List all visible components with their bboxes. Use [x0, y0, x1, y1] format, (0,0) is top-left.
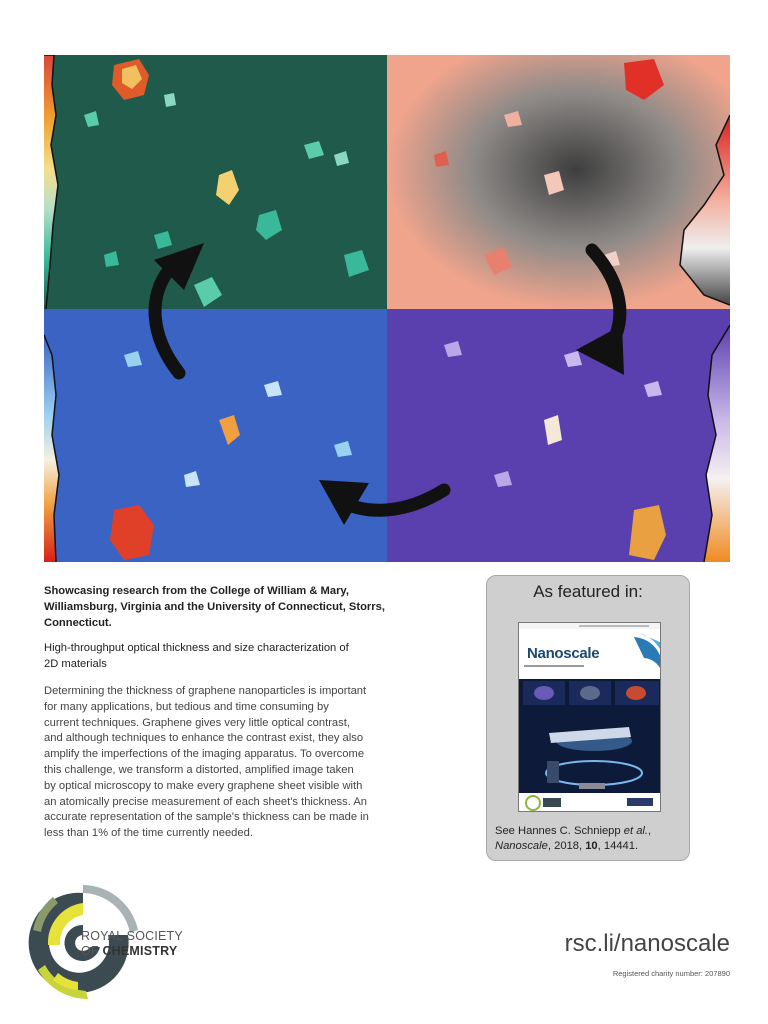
- citation: [495, 824, 685, 854]
- citation-etal: et al.: [623, 825, 649, 837]
- abstract-line: an atomically precise measurement of each sheet's thickness. An: [44, 795, 368, 808]
- citation-pages: , 14441.: [597, 840, 639, 852]
- abstract-line: this challenge, we transform a distorted, amplified image taken: [44, 763, 354, 776]
- abstract-line: accurate representation of the sample's thickness can be made in: [44, 811, 369, 824]
- citation-comma: ,: [648, 825, 652, 837]
- abstract-line: and although techniques to enhance the contrast exist, they also: [44, 732, 364, 745]
- charity-number: Registered charity number: 207890: [612, 969, 730, 978]
- citation-year: , 2018,: [547, 840, 586, 852]
- panel-green: [44, 55, 387, 309]
- citation-volume: 10: [585, 840, 598, 852]
- showcase-line-2: Williamsburg, Virginia and the University of Connecticut, Storrs,: [44, 601, 385, 613]
- rsc-wordmark-chemistry: CHEMISTRY: [102, 944, 178, 958]
- showcase-line-3: Connecticut.: [44, 617, 112, 629]
- abstract-line: by optical microscopy to make every graphene sheet visible with: [44, 779, 363, 792]
- abstract-line: current techniques. Graphene gives very little optical contrast,: [44, 716, 350, 729]
- article-title: [44, 640, 394, 672]
- rsc-wordmark-line-2: [81, 944, 177, 958]
- abstract-line: for many applications, but tedious and time consuming by: [44, 700, 329, 713]
- article-title-line-1: High-throughput optical thickness and size characterization of: [44, 642, 349, 654]
- showcase-line-1: Showcasing research from the College of William & Mary,: [44, 585, 349, 597]
- abstract-line: less than 1% of the time currently needed.: [44, 827, 253, 840]
- featured-in-box: [486, 575, 690, 861]
- panel-blue: [44, 309, 387, 562]
- abstract-line: Determining the thickness of graphene nanoparticles is important: [44, 685, 367, 697]
- rsc-logo[interactable]: [28, 885, 228, 1000]
- rsc-wordmark-of: OF: [81, 944, 103, 958]
- rsc-wordmark-line-1: ROYAL SOCIETY: [81, 929, 183, 943]
- cover-artwork-svg: [44, 55, 730, 562]
- citation-authors: See Hannes C. Schniepp: [495, 825, 624, 837]
- journal-name: Nanoscale: [527, 645, 600, 662]
- abstract-text: [44, 684, 389, 842]
- journal-url[interactable]: rsc.li/nanoscale: [564, 930, 730, 957]
- article-title-line-2: 2D materials: [44, 658, 107, 670]
- cover-artwork: [44, 55, 730, 562]
- featured-in-title: As featured in:: [533, 582, 643, 601]
- journal-cover-thumbnail[interactable]: [518, 622, 661, 812]
- abstract-line: amplify the imperfections of the imaging apparatus. To overcome: [44, 748, 365, 761]
- citation-journal: Nanoscale: [495, 840, 548, 852]
- showcase-statement: [44, 583, 394, 631]
